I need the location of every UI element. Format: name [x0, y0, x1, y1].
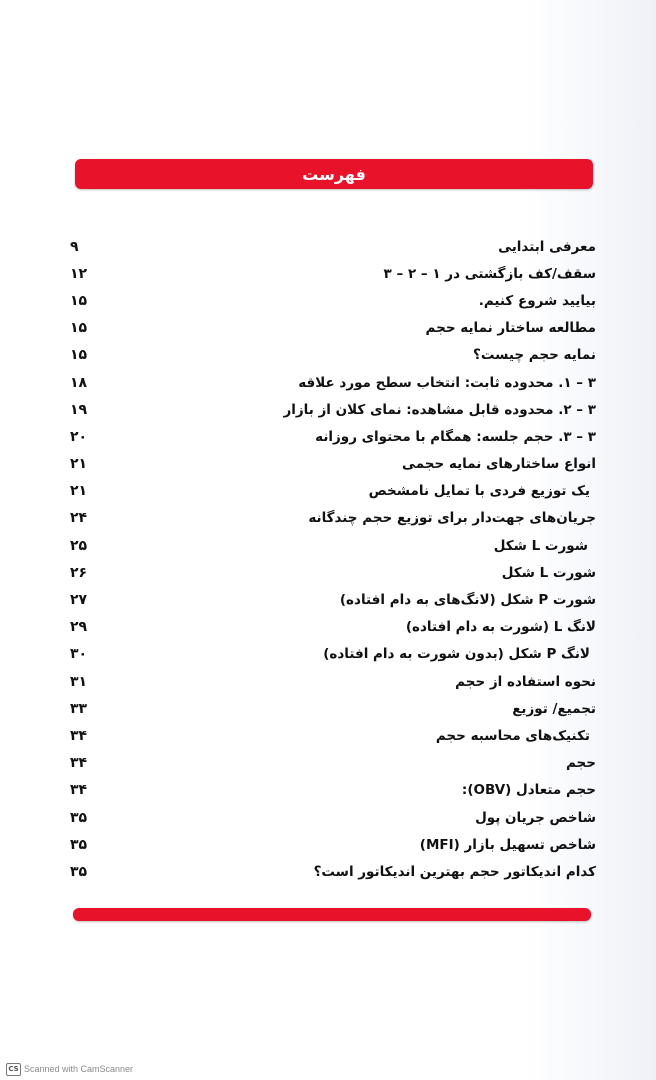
toc-entry [70, 641, 596, 668]
toc-entry-page: ۲۹ [70, 619, 88, 636]
toc-entry-title: ۳ – ۲. محدوده قابل مشاهده: نمای کلان از بازار [283, 401, 596, 418]
toc-entry-title: تکنیک‌های محاسبه حجم [435, 727, 590, 744]
toc-entry-page: ۱۵ [70, 320, 88, 337]
toc-entry-page: ۲۱ [70, 483, 88, 500]
toc-entry [70, 559, 596, 586]
toc-entry [70, 614, 596, 641]
toc-entry [70, 315, 596, 342]
toc-footer-bar [73, 908, 591, 921]
toc-entry-page: ۳۰ [70, 646, 88, 663]
toc-entry [70, 695, 596, 722]
toc-entry [70, 668, 596, 695]
toc-entry-page: ۱۵ [70, 292, 88, 309]
toc-entry [70, 750, 596, 777]
toc-entry-page: ۳۵ [70, 863, 88, 880]
toc-entry-title: حجم متعادل (OBV): [461, 782, 596, 799]
toc-entry-page: ۲۴ [70, 510, 88, 527]
toc-entry-page: ۲۵ [70, 537, 88, 554]
toc-entry-title: شاخص تسهیل بازار (MFI) [419, 836, 596, 853]
toc-entry [70, 260, 596, 287]
camscanner-logo-icon: CS [6, 1063, 21, 1076]
toc-entry [70, 831, 596, 858]
toc-entry-page: ۳۴ [70, 727, 88, 744]
toc-entry-title: معرفی ابتدایی [498, 238, 596, 255]
toc-entry [70, 233, 596, 260]
toc-entry-page: ۳۵ [70, 809, 88, 826]
toc-entry [70, 342, 596, 369]
toc-entry-page: ۳۴ [70, 755, 88, 772]
toc-entry-title: حجم [565, 755, 596, 772]
toc-entry-page: ۱۵ [70, 347, 88, 364]
toc-entry-title: سقف/کف بازگشتی در ۱ – ۲ – ۳ [383, 265, 596, 282]
toc-entry [70, 423, 596, 450]
toc-entry-page: ۱۹ [70, 401, 88, 418]
toc-entry-page: ۳۱ [70, 673, 88, 690]
toc-entry-title: انواع ساختارهای نمایه حجمی [402, 456, 596, 473]
toc-entry-page: ۳۴ [70, 782, 88, 799]
toc-entry-title: شورت P شکل (لانگ‌های به دام افتاده) [339, 592, 596, 609]
toc-entry-title: شورت L شکل [501, 564, 596, 581]
toc-entry-title: شورت L شکل [493, 537, 588, 554]
toc-entry-title: بیایید شروع کنیم. [478, 292, 596, 309]
scanner-watermark [6, 1062, 133, 1076]
toc-entry-page: ۲۰ [70, 428, 88, 445]
toc-entry [70, 287, 596, 314]
toc-entry [70, 722, 596, 749]
toc-entry [70, 369, 596, 396]
toc-header-bar [75, 159, 593, 189]
toc-entry-page: ۳۳ [70, 700, 88, 717]
toc-entry-title: لانگ L (شورت به دام افتاده) [405, 619, 596, 636]
toc-entry-page: ۱۸ [70, 374, 88, 391]
toc-entry [70, 505, 596, 532]
toc-entry-page: ۱۲ [70, 265, 88, 282]
toc-entry [70, 532, 596, 559]
toc-entry-title: کدام اندیکاتور حجم بهترین اندیکاتور است؟ [313, 863, 596, 880]
toc-entry [70, 396, 596, 423]
toc-entry-page: ۲۷ [70, 592, 88, 609]
toc-entry-title: ۳ – ۱. محدوده ثابت: انتخاب سطح مورد علاقه [298, 374, 596, 391]
toc-entry-title: مطالعه ساختار نمایه حجم [425, 320, 596, 337]
toc-entry-title: یک توزیع فردی با تمایل نامشخص [368, 483, 590, 500]
toc-entry [70, 478, 596, 505]
table-of-contents [70, 233, 596, 886]
toc-entry [70, 804, 596, 831]
toc-entry [70, 586, 596, 613]
toc-entry-title: لانگ P شکل (بدون شورت به دام افتاده) [323, 646, 590, 663]
toc-entry-page: ۲۱ [70, 456, 88, 473]
toc-entry-title: جریان‌های جهت‌دار برای توزیع حجم چندگانه [308, 510, 596, 527]
watermark-text: Scanned with CamScanner [24, 1064, 134, 1074]
toc-entry-title: ۳ – ۳. حجم جلسه: همگام با محتوای روزانه [315, 428, 596, 445]
toc-header-title: فهرست [302, 164, 366, 184]
toc-entry-title: شاخص جریان پول [475, 809, 596, 826]
toc-entry-title: نمایه حجم چیست؟ [473, 347, 596, 364]
toc-entry-page: ۳۵ [70, 836, 88, 853]
toc-entry [70, 858, 596, 885]
toc-entry [70, 451, 596, 478]
toc-entry-title: تجمیع/ توزیع [512, 700, 596, 717]
toc-entry-page: ۲۶ [70, 564, 88, 581]
toc-entry [70, 777, 596, 804]
toc-entry-title: نحوه استفاده از حجم [455, 673, 596, 690]
toc-entry-page: ۹ [70, 238, 79, 255]
